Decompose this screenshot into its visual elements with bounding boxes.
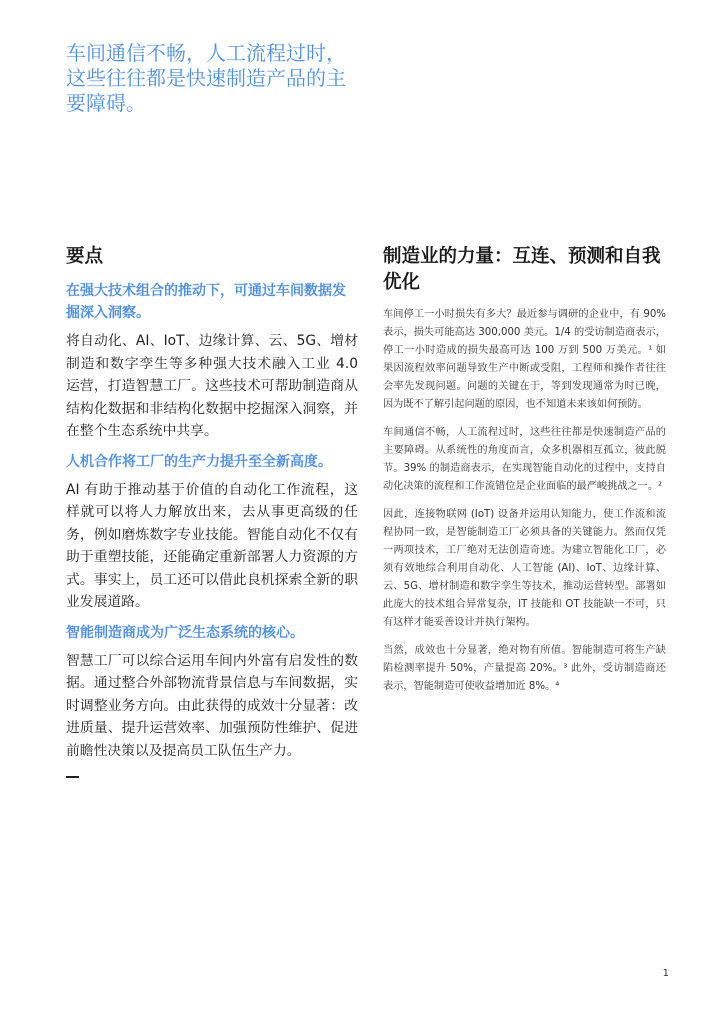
article-paragraph: 当然，成效也十分显著，绝对物有所值。智能制造可将生产缺陷检测率提升 50%，产量提高 20%。³ 此外，受访制造商还表示，智能制造可使收益增加近 8%。⁴	[383, 645, 666, 692]
key-points-column	[66, 244, 358, 778]
page-number: 1	[662, 968, 669, 979]
key-points-title: 要点	[66, 246, 104, 267]
article-paragraph: 车间停工一小时损失有多大？最近参与调研的企业中，有 90% 表示，损失可能高达 300,000 美元。1/4 的受访制造商表示，停工一小时造成的损失最高可达 100 万到 500 万美元。¹ 如果因流程效率问题导致生产中断或受阻，工程师和操作者往往会率先发现问题。问题的关键在于，等到发现通常为时已晚，因为既不了解引起问题的原因，也不知道未来该如何预防。	[383, 309, 666, 410]
article-paragraph: 因此，连接物联网 (IoT) 设备并运用认知能力，使工作流和流程协同一致，是智能制造工厂必须具备的关键能力。然而仅凭一两项技术，工厂绝对无法创造奇迹。为建立智能化工厂，必须有效地综合利用自动化、人工智能 (AI)、IoT、边缘计算、云、5G、增材制造和数字孪生等技术，推动运营转型。部署如此庞大的技术组合异常复杂，IT 技能和 OT 技能缺一不可，只有这样才能妥善设计并执行架构。	[383, 509, 666, 628]
article-column	[383, 244, 666, 706]
section-heading: 智能制造商成为广泛生态系统的核心。	[66, 624, 304, 641]
section-body: 智慧工厂可以综合运用车间内外富有启发性的数据。通过整合外部物流背景信息与车间数据，实时调整业务方向。由此获得的成效十分显著：改进质量、提升运营效率、加强预防性维护、促进前瞻性决策以及提高员工队伍生产力。	[66, 652, 358, 759]
key-point-section	[66, 280, 358, 443]
article-title: 制造业的力量：互连、预测和自我优化	[383, 246, 661, 293]
key-point-section	[66, 622, 358, 763]
section-heading: 人机合作将工厂的生产力提升至全新高度。	[66, 453, 332, 470]
section-heading: 在强大技术组合的推动下，可通过车间数据发掘深入洞察。	[66, 283, 346, 321]
key-point-section	[66, 451, 358, 614]
pull-quote: 车间通信不畅，人工流程过时，这些往往都是快速制造产品的主要障碍。	[66, 41, 346, 115]
end-divider	[66, 776, 79, 778]
article-paragraph: 车间通信不畅，人工流程过时，这些往往都是快速制造产品的主要障碍。从系统性的角度而言，众多机器相互孤立，彼此脱节。39% 的制造商表示，在实现智能自动化的过程中，支持自动化决策的流程和工作流错位是企业面临的最严峻挑战之一。²	[383, 427, 666, 492]
section-body: AI 有助于推动基于价值的自动化工作流程，这样就可以将人力解放出来，去从事更高级的任务，例如磨炼数字专业技能。智能自动化不仅有助于重塑技能，还能确定重新部署人力资源的方式。事实上，员工还可以借此良机探索全新的职业发展道路。	[66, 481, 358, 610]
section-body: 将自动化、AI、IoT、边缘计算、云、5G、增材制造和数字孪生等多种强大技术融入工业 4.0 运营，打造智慧工厂。这些技术可帮助制造商从结构化数据和非结构化数据中挖掘深入洞察，并在整个生态系统中共享。	[66, 333, 358, 439]
